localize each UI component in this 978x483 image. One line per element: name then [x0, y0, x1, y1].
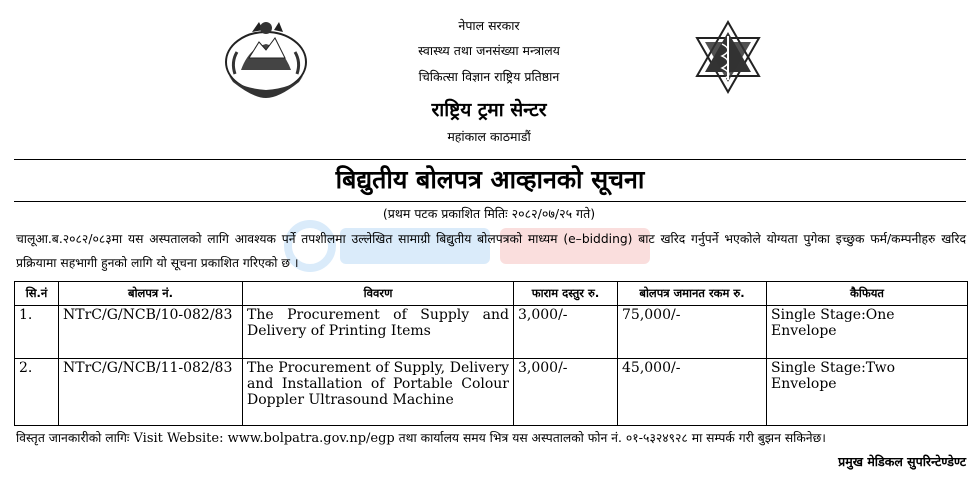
col-header-remarks: कैफियत — [767, 282, 968, 306]
col-header-sn: सि.नं — [15, 282, 59, 306]
cell-description: The Procurement of Supply, Delivery and Installation of Portable Colour Doppler Ultrasound Machine — [243, 359, 514, 426]
contact-suffix: तथा कार्यालय समय भित्र यस अस्पतालको फोन नं. ०१-५३२४९२८ मा सम्पर्क गरी बुझन सकिनेछ। — [394, 431, 826, 445]
cell-sn: 1. — [15, 306, 59, 359]
col-header-bid-security: बोलपत्र जमानत रकम रु. — [618, 282, 767, 306]
table-row — [15, 306, 968, 359]
notice-title: बिद्युतीय बोलपत्र आव्हानको सूचना — [14, 159, 966, 202]
contact-info — [16, 429, 968, 446]
cell-bid-no: NTrC/G/NCB/10-082/83 — [59, 306, 243, 359]
tender-table — [14, 281, 968, 426]
notice-body: चालूआ.ब.२०८२/०८३मा यस अस्पतालको लागि आवश्यक पर्ने तपशीलमा उल्लेखित सामाग्री बिद्युतीय बोलपत्रको माध्यम (e–bidding) बाट खरिद गर्नुपर्ने भएकोले योग्यता पुगेका इच्छुक फर्म/कम्पनीहरु खरिद प्रक्रियामा सहभागी हुनको लागि यो सूचना प्रकाशित गरिएको छ । — [16, 232, 966, 270]
government-name: नेपाल सरकार — [458, 18, 520, 33]
cell-bid-no: NTrC/G/NCB/11-082/83 — [59, 359, 243, 426]
col-header-bid-no: बोलपत्र नं. — [59, 282, 243, 306]
cell-bid-security: 45,000/- — [618, 359, 767, 426]
publication-date: (प्रथम पटक प्रकाशित मितिः २०८२/०७/२५ गते) — [382, 206, 596, 221]
cell-form-fee: 3,000/- — [514, 306, 618, 359]
table-header-row — [15, 282, 968, 306]
website-link[interactable]: Visit Website: www.bolpatra.gov.np/egp — [129, 431, 395, 446]
col-header-form-fee: फाराम दस्तुर रु. — [514, 282, 618, 306]
organization-title: राष्ट्रिय ट्रमा सेन्टर — [431, 99, 547, 121]
cell-form-fee: 3,000/- — [514, 359, 618, 426]
table-row — [15, 359, 968, 426]
organization-location: महांकाल काठमाडौं — [447, 129, 531, 144]
cell-remarks: Single Stage:Two Envelope — [767, 359, 968, 426]
cell-sn: 2. — [15, 359, 59, 426]
signatory: प्रमुख मेडिकल सुपरिन्टेण्डेण्ट — [838, 454, 966, 469]
academy-name: चिकित्सा विज्ञान राष्ट्रिय प्रतिष्ठान — [418, 69, 560, 84]
cell-description: The Procurement of Supply and Delivery of Printing Items — [243, 306, 514, 359]
cell-bid-security: 75,000/- — [618, 306, 767, 359]
col-header-description: विवरण — [243, 282, 514, 306]
ministry-name: स्वास्थ्य तथा जनसंख्या मन्त्रालय — [418, 43, 560, 58]
cell-remarks: Single Stage:One Envelope — [767, 306, 968, 359]
contact-prefix: विस्तृत जानकारीको लागिः — [16, 431, 130, 445]
